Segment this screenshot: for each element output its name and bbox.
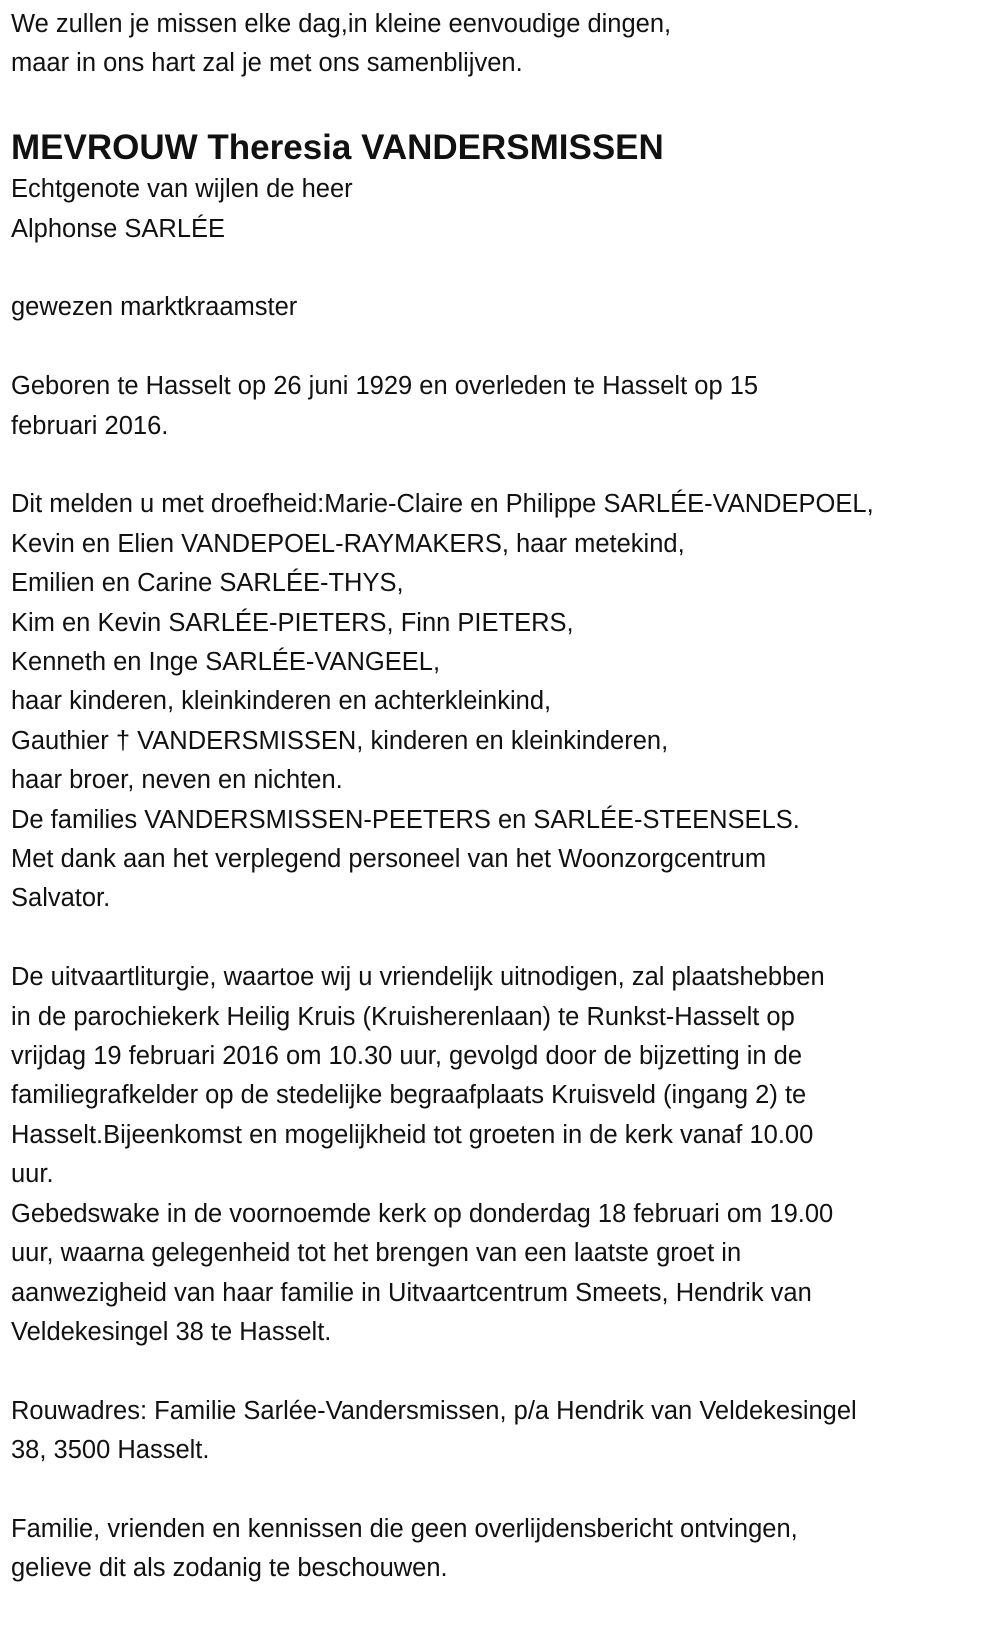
- funeral-line: in de parochiekerk Heilig Kruis (Kruisherenlaan) te Runkst-Hasselt op: [11, 1002, 795, 1031]
- funeral-line: familiegrafkelder op de stedelijke begraafplaats Kruisveld (ingang 2) te: [11, 1081, 807, 1110]
- funeral-line: uur.: [11, 1160, 54, 1189]
- announcement-line: Kim en Kevin SARLÉE-PIETERS, Finn PIETERS,: [11, 608, 574, 637]
- spouse-line: Echtgenote van wijlen de heer: [11, 175, 353, 204]
- funeral-line: Gebedswake in de voornoemde kerk op donderdag 18 februari om 19.00: [11, 1199, 834, 1228]
- funeral-line: Hasselt.Bijeenkomst en mogelijkheid tot groeten in de kerk vanaf 10.00: [11, 1120, 814, 1149]
- announcement-line: Dit melden u met droefheid:Marie-Claire en Philippe SARLÉE-VANDEPOEL,: [11, 490, 874, 519]
- announcement-line: De families VANDERSMISSEN-PEETERS en SARLÉE-STEENSELS.: [11, 805, 800, 834]
- spouse-line: Alphonse SARLÉE: [11, 214, 226, 243]
- mourning-address: [11, 1392, 1000, 1471]
- announcement-line: haar broer, neven en nichten.: [11, 766, 343, 795]
- funeral-line: uur, waarna gelegenheid tot het brengen van een laatste groet in: [11, 1239, 742, 1268]
- announcement-line: Kevin en Elien VANDEPOEL-RAYMAKERS, haar metekind,: [11, 529, 685, 558]
- announcement-line: Gauthier † VANDERSMISSEN, kinderen en kleinkinderen,: [11, 726, 669, 755]
- address-line: Rouwadres: Familie Sarlée-Vandersmissen, p/a Hendrik van Veldekesingel: [11, 1396, 857, 1425]
- funeral-line: aanwezigheid van haar familie in Uitvaartcentrum Smeets, Hendrik van: [11, 1278, 812, 1307]
- announcement-line: Emilien en Carine SARLÉE-THYS,: [11, 569, 404, 598]
- closing-line: gelieve dit als zodanig te beschouwen.: [11, 1554, 448, 1583]
- funeral-line: De uitvaartliturgie, waartoe wij u vriendelijk uitnodigen, zal plaatshebben: [11, 963, 825, 992]
- announcement-line: Met dank aan het verplegend personeel van het Woonzorgcentrum: [11, 845, 767, 874]
- poem-line: We zullen je missen elke dag,in kleine eenvoudige dingen,: [11, 10, 672, 38]
- funeral-line: Veldekesingel 38 te Hasselt.: [11, 1317, 332, 1346]
- poem-line: maar in ons hart zal je met ons samenblijven.: [11, 49, 523, 78]
- spouse-info: [11, 170, 1000, 249]
- birth-death-line: Geboren te Hasselt op 26 juni 1929 en overleden te Hasselt op 15: [11, 372, 759, 401]
- birth-death-line: februari 2016.: [11, 411, 169, 440]
- closing-line: Familie, vrienden en kennissen die geen overlijdensbericht ontvingen,: [11, 1514, 798, 1543]
- poem: [11, 5, 1000, 84]
- closing-note: [11, 1510, 1000, 1589]
- announcement-line: Salvator.: [11, 884, 111, 913]
- address-line: 38, 3500 Hasselt.: [11, 1436, 210, 1465]
- funeral-details: [11, 958, 1000, 1352]
- occupation: gewezen marktkraamster: [11, 293, 298, 322]
- deceased-name: MEVROUW Theresia VANDERSMISSEN: [11, 128, 664, 168]
- birth-death: [11, 367, 1000, 446]
- announcement-line: Kenneth en Inge SARLÉE-VANGEEL,: [11, 648, 441, 677]
- announcement-line: haar kinderen, kleinkinderen en achterkleinkind,: [11, 687, 552, 716]
- funeral-line: vrijdag 19 februari 2016 om 10.30 uur, gevolgd door de bijzetting in de: [11, 1042, 803, 1071]
- announcement: [11, 485, 1000, 918]
